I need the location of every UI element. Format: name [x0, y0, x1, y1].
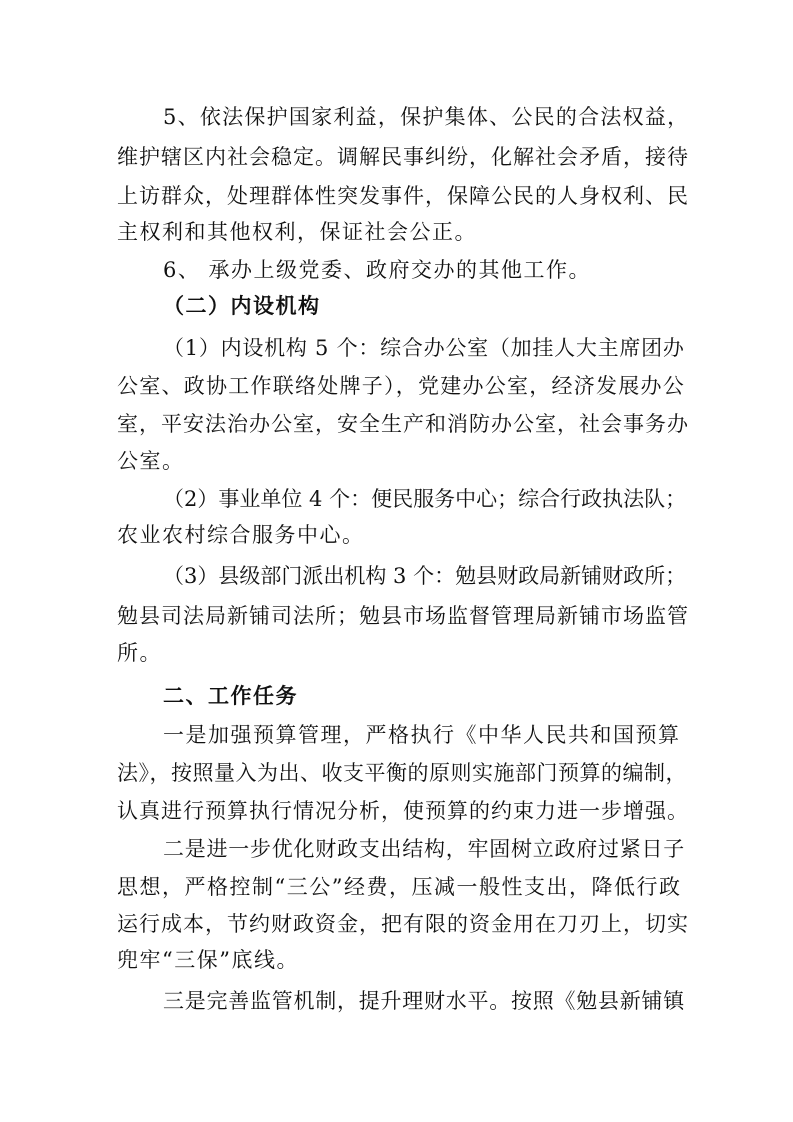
- paragraph-line: 上访群众，处理群体性突发事件，保障公民的人身权利、民: [117, 184, 689, 208]
- paragraph-line: 所。: [117, 641, 162, 665]
- paragraph-line: 认真进行预算执行情况分析，使预算的约束力进一步增强。: [117, 799, 689, 823]
- paragraph-line: 农业农村综合服务中心。: [117, 523, 365, 547]
- paragraph-line: 兜牢“三保”底线。: [117, 948, 299, 972]
- paragraph-line: 运行成本，节约财政资金，把有限的资金用在刀刃上，切实: [117, 912, 689, 936]
- paragraph-line: （1）内设机构 5 个：综合办公室（加挂人大主席团办: [163, 336, 685, 360]
- paragraph-line: 一是加强预算管理，严格执行《中华人民共和国预算: [163, 723, 681, 747]
- paragraph-line: 勉县司法局新铺司法所；勉县市场监督管理局新铺市场监管: [117, 604, 689, 628]
- section-subheading: （二）内设机构: [163, 293, 321, 318]
- paragraph-line: 主权利和其他权利，保证社会公正。: [117, 220, 477, 244]
- paragraph-line: 维护辖区内社会稳定。调解民事纠纷，化解社会矛盾，接待: [117, 145, 689, 169]
- paragraph-line: 公室。: [117, 449, 185, 473]
- paragraph-line: 法》，按照量入为出、收支平衡的原则实施部门预算的编制，: [117, 761, 687, 785]
- paragraph-line: 二是进一步优化财政支出结构，牢固树立政府过紧日子: [163, 837, 685, 861]
- paragraph-line: 5、依法保护国家利益，保护集体、公民的合法权益，: [163, 105, 690, 129]
- paragraph-line: 6、 承办上级党委、政府交办的其他工作。: [163, 258, 592, 282]
- paragraph-line: 室，平安法治办公室，安全生产和消防办公室，社会事务办: [117, 412, 689, 436]
- paragraph-line: 思想，严格控制“三公”经费，压减一般性支出，降低行政: [117, 875, 682, 899]
- paragraph-line: （2）事业单位 4 个：便民服务中心；综合行政执法队；: [163, 487, 687, 511]
- paragraph-line: 公室、政协工作联络处牌子），党建办公室，经济发展办公: [117, 374, 685, 398]
- section-heading: 二、工作任务: [163, 683, 298, 708]
- paragraph-line: 三是完善监管机制，提升理财水平。按照《勉县新铺镇: [163, 989, 685, 1013]
- paragraph-line: （3）县级部门派出机构 3 个：勉县财政局新铺财政所；: [163, 564, 687, 588]
